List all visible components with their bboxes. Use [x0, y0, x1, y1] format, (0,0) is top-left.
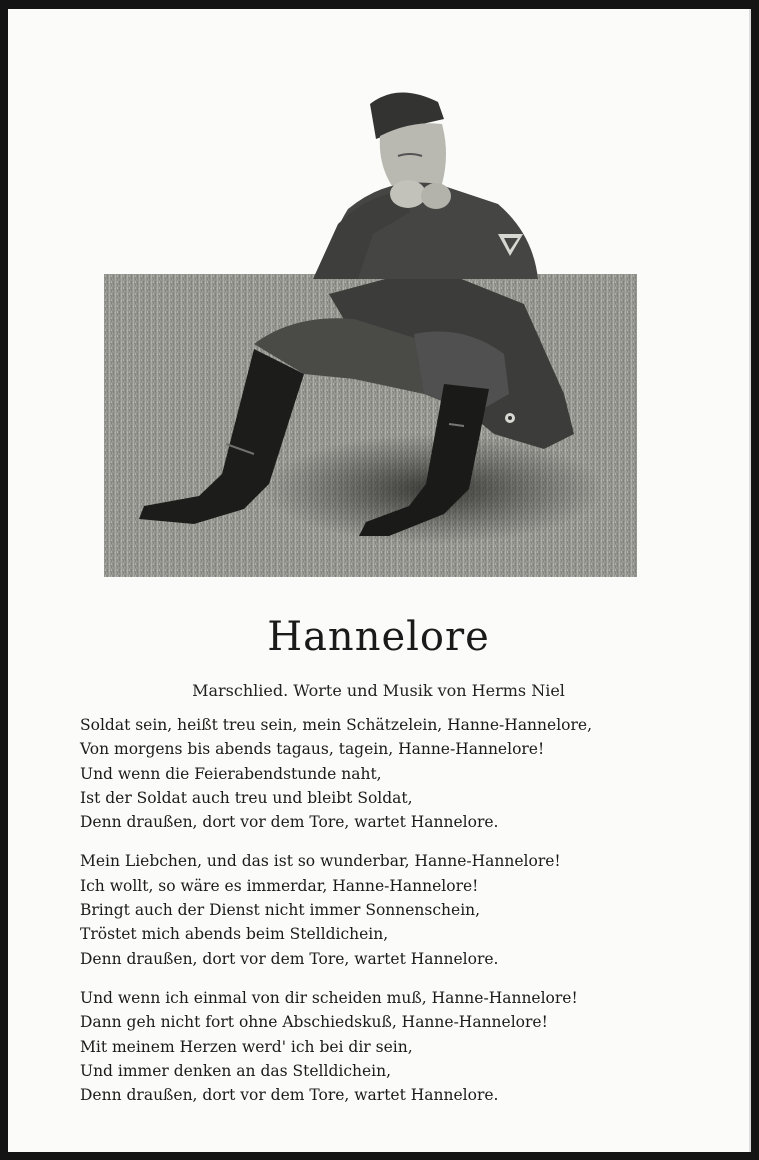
soldier-playing-harmonica-photo-icon [104, 274, 637, 577]
lyric-line: Mit meinem Herzen werd' ich bei dir sein, [80, 1037, 413, 1056]
lyric-line: Und wenn ich einmal von dir scheiden muß, Hanne-Hannelore! [80, 988, 578, 1007]
postcard [8, 9, 751, 1152]
lyric-line: Bringt auch der Dienst nicht immer Sonnenschein, [80, 901, 481, 920]
song-title: Hannelore [267, 614, 490, 660]
stanza-1 [80, 713, 720, 834]
soldier-upper-body-icon [198, 84, 558, 279]
lyric-line: Und wenn die Feierabendstunde naht, [80, 764, 382, 783]
lyrics [80, 713, 720, 1122]
lyric-line: Ich wollt, so wäre es immerdar, Hanne-Hannelore! [80, 876, 479, 895]
lyric-line: Von morgens bis abends tagaus, tagein, Hanne-Hannelore! [80, 740, 545, 759]
song-subtitle: Marschlied. Worte und Musik von Herms Niel [192, 681, 565, 700]
lyric-line: Tröstet mich abends beim Stelldichein, [80, 925, 389, 944]
stanza-3 [80, 986, 720, 1107]
lyric-line: Ist der Soldat auch treu und bleibt Soldat, [80, 788, 413, 807]
lyric-line: Und immer denken an das Stelldichein, [80, 1061, 392, 1080]
lyric-line: Mein Liebchen, und das ist so wunderbar, Hanne-Hannelore! [80, 852, 561, 871]
lyric-line: Dann geh nicht fort ohne Abschiedskuß, Hanne-Hannelore! [80, 1013, 548, 1032]
soldier-photo [104, 274, 637, 577]
lyric-line: Soldat sein, heißt treu sein, mein Schätzelein, Hanne-Hannelore, [80, 716, 592, 734]
stanza-2 [80, 849, 720, 970]
lyric-line: Denn draußen, dort vor dem Tore, wartet Hannelore. [80, 949, 499, 968]
lyric-line: Denn draußen, dort vor dem Tore, wartet Hannelore. [80, 1086, 499, 1105]
lyric-line: Denn draußen, dort vor dem Tore, wartet Hannelore. [80, 813, 499, 832]
